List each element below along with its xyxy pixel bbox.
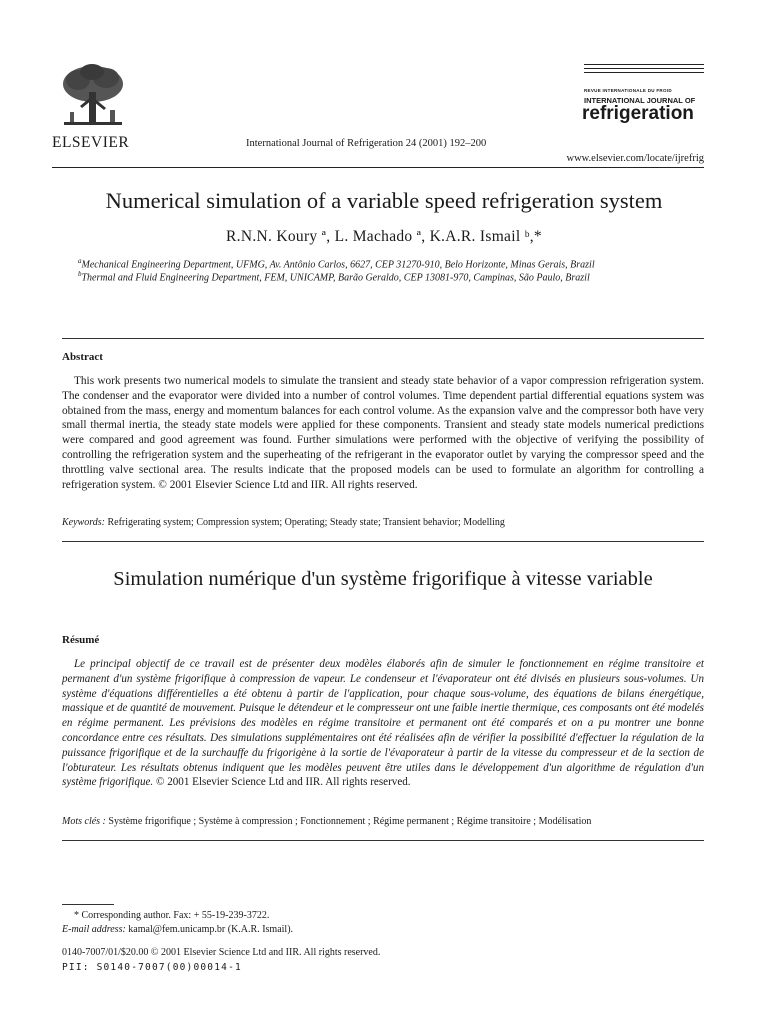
resume-body: Le principal objectif de ce travail est de présenter deux modèles élaborés afin de simuler le fonctionnement en régime transitoire et permanent d'un système frigorifique à compression de vapeur. Le condenseur et l'évaporateur ont été divisés en plusieurs sous-volumes. Un système d'équations différentielles a été obtenu à partir de l'application, pour chaque sous-volume, des équations de bilans énergétique, massique et de quantité de mouvement. Puisque le détendeur et le compresseur ont une faible inertie thermique, ces composants ont été modelés en régime permanent. Les prévisions des modèles en régime transitoire et permanent ont été comparés et on a pu montrer une bonne concordance entre ces résultats. Des simulations supplémentaires ont été réalisées afin de vérifier la possibilité d'effectuer la régulation de la puissance frigorifique et de la surchauffe du frigorigène à la sortie de l'évaporateur à partir de la vitesse du compresseur et de la section de l'obturateur. Les résultats obtenus indiquent que les modèles peuvent être utiles dans le développement d'un algorithme de régulation d'un système frigorifique. — [62, 658, 704, 789]
affiliation-mark: b — [78, 270, 82, 278]
abstract-top-rule — [62, 338, 704, 339]
pii-line: PII: S0140-7007(00)00014-1 — [62, 962, 242, 973]
publisher-name: ELSEVIER — [52, 134, 130, 151]
keywords-list: Refrigerating system; Compression system; Operating; Steady state; Transient behavior; Modelling — [107, 517, 505, 528]
journal-reference: International Journal of Refrigeration 24 (2001) 192–200 — [246, 138, 487, 149]
affiliation-text: Thermal and Fluid Engineering Department, FEM, UNICAMP, Barão Geraldo, CEP 13081-970, Campinas, São Paulo, Brazil — [81, 272, 590, 284]
abstract-keywords — [62, 517, 704, 528]
resume-text — [62, 657, 704, 790]
elsevier-tree-logo-icon — [58, 62, 128, 132]
affiliation-a — [78, 257, 595, 270]
abstract-heading: Abstract — [62, 351, 103, 363]
mots-cles-list: Système frigorifique ; Système à compression ; Fonctionnement ; Régime permanent ; Régime transitoire ; Modélisation — [108, 816, 592, 827]
affiliation-text: Mechanical Engineering Department, UFMG, Av. Antônio Carlos, 6627, CEP 31270-910, Belo Horizonte, Minas Gerais, Brazil — [81, 259, 595, 271]
french-title: Simulation numérique d'un système frigorifique à vitesse variable — [113, 568, 653, 590]
abstract-bottom-rule — [62, 541, 704, 542]
issn-line: 0140-7007/01/$20.00 © 2001 Elsevier Science Ltd and IIR. All rights reserved. — [62, 947, 381, 958]
resume-heading: Résumé — [62, 634, 100, 646]
corresponding-author-note: * Corresponding author. Fax: + 55-19-239-3722. — [74, 910, 270, 921]
mots-cles-label: Mots clés : — [62, 816, 106, 827]
keywords-label: Keywords: — [62, 517, 105, 528]
article-title: Numerical simulation of a variable speed refrigeration system — [105, 188, 663, 213]
journal-name: refrigeration — [582, 103, 694, 124]
resume-copyright: © 2001 Elsevier Science Ltd and IIR. All rights reserved. — [156, 776, 411, 789]
journal-label-line: INTERNATIONAL JOURNAL OF — [584, 96, 696, 105]
header-divider — [52, 167, 704, 168]
affiliation-b — [78, 270, 590, 283]
resume-bottom-rule — [62, 840, 704, 841]
journal-url[interactable]: www.elsevier.com/locate/ijrefrig — [566, 153, 704, 164]
article-authors: R.N.N. Koury ª, L. Machado ª, K.A.R. Ismail ᵇ,* — [226, 228, 542, 245]
email-label: E-mail address: — [62, 924, 126, 935]
abstract-text: This work presents two numerical models to simulate the transient and steady state behavior of a vapor compression refrigeration system. The condenser and the evaporator were divided into a number of control volumes. Time dependent partial differential equations system was obtained from the mass, energy and momentum balances for each control volume. As the expansion valve and the compressor both have very small thermal inertia, the steady state models were applied for these components. Transient and steady state models numerical predictions were compared and good agreement was found. Further simulations were performed with the objective of verifying the possibility of controlling the refrigeration system and the superheating of the refrigerant in the evaporator outlet by varying the compressor speed and the throttling valve sectional area. The results indicate that the proposed models can be used to formulate an algorithm for controlling a refrigeration system. © 2001 Elsevier Science Ltd and IIR. All rights reserved. — [62, 375, 704, 491]
affiliation-mark: a — [78, 257, 82, 265]
email-note — [62, 924, 293, 935]
resume-keywords — [62, 816, 704, 827]
email-address[interactable]: kamal@fem.unicamp.br (K.A.R. Ismail). — [128, 924, 294, 935]
footnote-rule — [62, 904, 114, 905]
journal-logo-rules — [584, 64, 704, 76]
journal-label-small: REVUE INTERNATIONALE DU FROID — [584, 88, 672, 93]
